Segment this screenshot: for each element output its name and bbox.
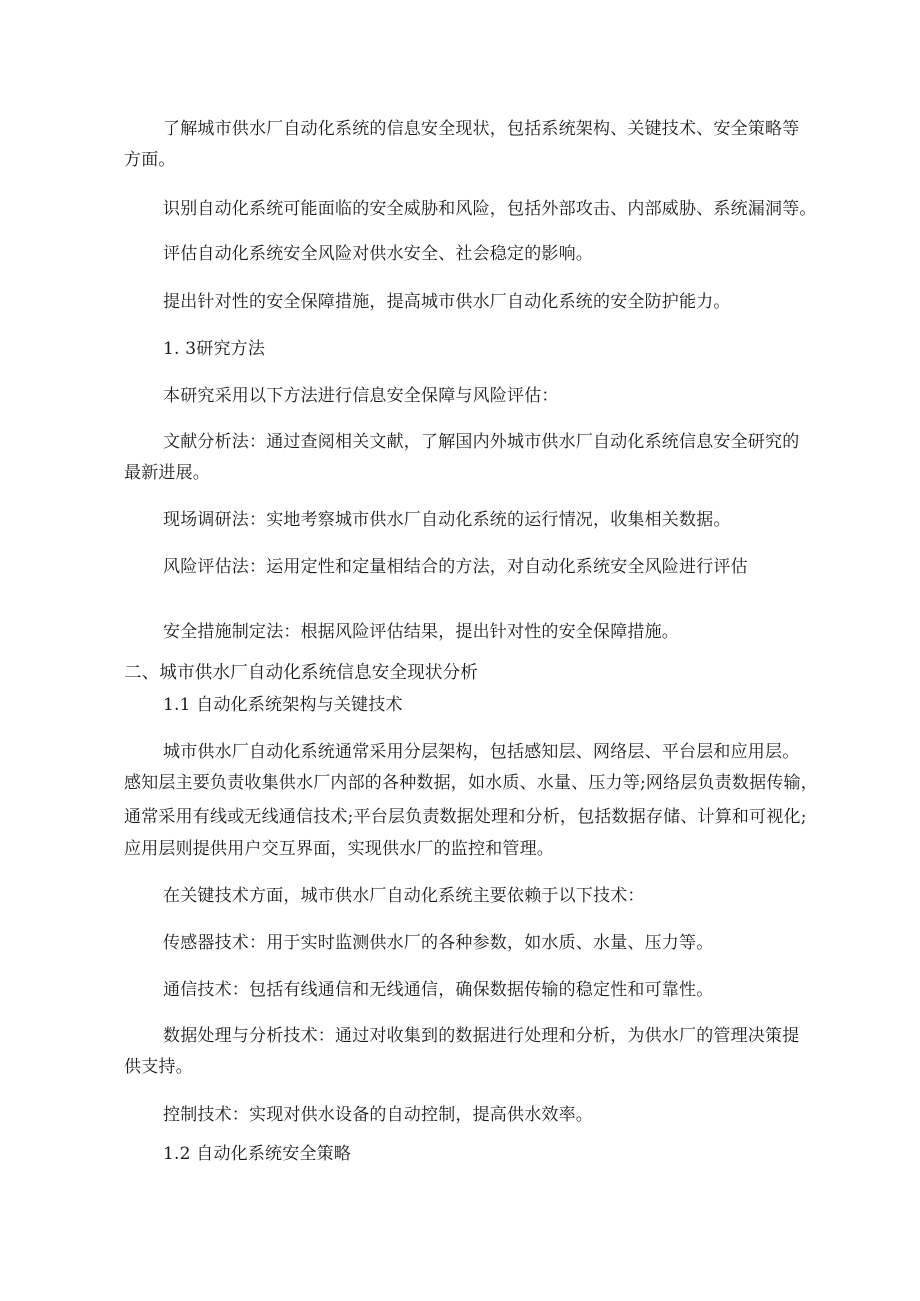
architecture-line-3: 通常采用有线或无线通信技术;平台层负责数据处理和分析，包括数据存储、计算和可视化; xyxy=(124,807,807,827)
chapter-2-heading: 二、城市供水厂自动化系统信息安全现状分析 xyxy=(124,663,478,683)
architecture-line-4: 应用层则提供用户交互界面，实现供水厂的监控和管理。 xyxy=(124,839,554,859)
tech-3-line-1: 数据处理与分析技术：通过对收集到的数据进行处理和分析，为供水厂的管理决策提 xyxy=(163,1026,800,1046)
section-1-3-heading: 1. 3研究方法 xyxy=(163,339,266,359)
method-1-line-2: 最新进展。 xyxy=(124,463,210,483)
tech-1: 传感器技术：用于实时监测供水厂的各种参数，如水质、水量、压力等。 xyxy=(163,933,714,953)
architecture-line-2: 感知层主要负责收集供水厂内部的各种数据，如水质、水量、压力等;网络层负责数据传输， xyxy=(124,773,818,793)
method-4: 安全措施制定法：根据风险评估结果，提出针对性的安全保障措施。 xyxy=(163,622,679,642)
method-3: 风险评估法：运用定性和定量相结合的方法，对自动化系统安全风险进行评估 xyxy=(163,557,748,577)
tech-2: 通信技术：包括有线通信和无线通信，确保数据传输的稳定性和可靠性。 xyxy=(163,980,714,1000)
architecture-line-1: 城市供水厂自动化系统通常采用分层架构，包括感知层、网络层、平台层和应用层。 xyxy=(163,742,800,762)
goal-4: 提出针对性的安全保障措施，提高城市供水厂自动化系统的安全防护能力。 xyxy=(163,292,731,312)
tech-intro: 在关键技术方面，城市供水厂自动化系统主要依赖于以下技术： xyxy=(163,886,645,906)
goal-1-line-1: 了解城市供水厂自动化系统的信息安全现状，包括系统架构、关键技术、安全策略等 xyxy=(163,119,800,139)
method-2: 现场调研法：实地考察城市供水厂自动化系统的运行情况，收集相关数据。 xyxy=(163,510,731,530)
methods-intro: 本研究采用以下方法进行信息安全保障与风险评估： xyxy=(163,386,559,406)
goal-2: 识别自动化系统可能面临的安全威胁和风险，包括外部攻击、内部威胁、系统漏洞等。 xyxy=(163,199,817,219)
goal-1-line-2: 方面。 xyxy=(124,150,176,170)
tech-4: 控制技术：实现对供水设备的自动控制，提高供水效率。 xyxy=(163,1105,593,1125)
goal-3: 评估自动化系统安全风险对供水安全、社会稳定的影响。 xyxy=(163,244,593,264)
tech-3-line-2: 供支持。 xyxy=(124,1057,193,1077)
section-1-1-heading: 1.1 自动化系统架构与关键技术 xyxy=(163,695,403,715)
method-1-line-1: 文献分析法：通过查阅相关文献，了解国内外城市供水厂自动化系统信息安全研究的 xyxy=(163,432,800,452)
section-1-2-heading: 1.2 自动化系统安全策略 xyxy=(163,1144,352,1164)
